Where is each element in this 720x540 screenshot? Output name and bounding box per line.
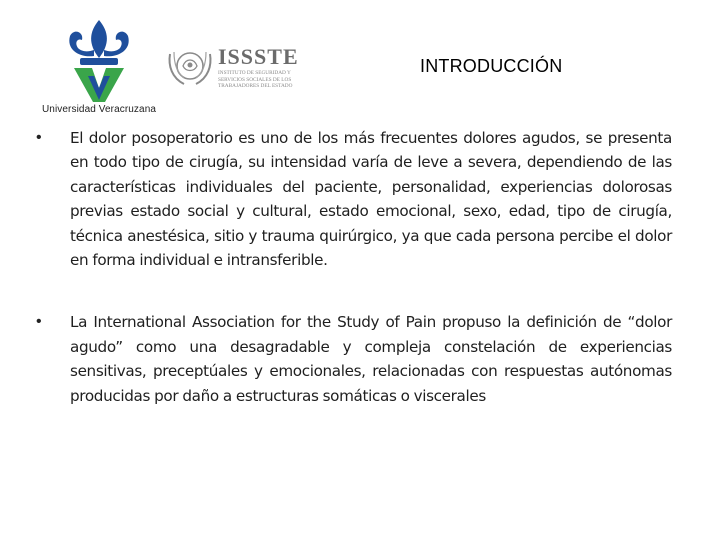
- bullet-marker: •: [36, 313, 42, 331]
- university-name-caption: Universidad Veracruzana: [41, 104, 157, 115]
- bullet-marker: •: [36, 129, 42, 146]
- issste-wordmark: ISSSTE: [218, 44, 299, 69]
- bullet-text: El dolor posoperatorio es uno de los más frecuentes dolores agudos, se presenta en todo tipo de cirugía, su intensidad varía de leve a severa, dependiendo de las características individuales del paciente, personalidad, experiencias dolorosas previas estado social y cultural, estado emocional, sexo, edad, tipo de cirugía, técnica anestésica, sitio y trauma quirúrgico, ya que cada persona percibe el dolor en forma individual e intransferible.: [70, 129, 672, 270]
- issste-logo: [166, 42, 316, 94]
- bullet-text: La International Association for the Study of Pain propuso la definición de “dolor agudo” como una desagradable y compleja constelación de experiencias sensitivas, preceptúales y emocionales, relacionadas con respuestas autónomas producidas por daño a estructuras somáticas o viscerales: [70, 313, 672, 405]
- issste-hands-emblem-icon: [166, 44, 214, 88]
- bullet-item: [36, 310, 672, 408]
- fleur-de-lis-icon: [58, 18, 140, 104]
- bullet-list: [36, 126, 672, 446]
- issste-subtitle: INSTITUTO DE SEGURIDAD Y SERVICIOS SOCIALES DE LOS TRABAJADORES DEL ESTADO: [218, 70, 293, 89]
- bullet-item: [36, 126, 672, 272]
- slide-title: INTRODUCCIÓN: [420, 56, 563, 76]
- universidad-veracruzana-logo: [34, 18, 164, 122]
